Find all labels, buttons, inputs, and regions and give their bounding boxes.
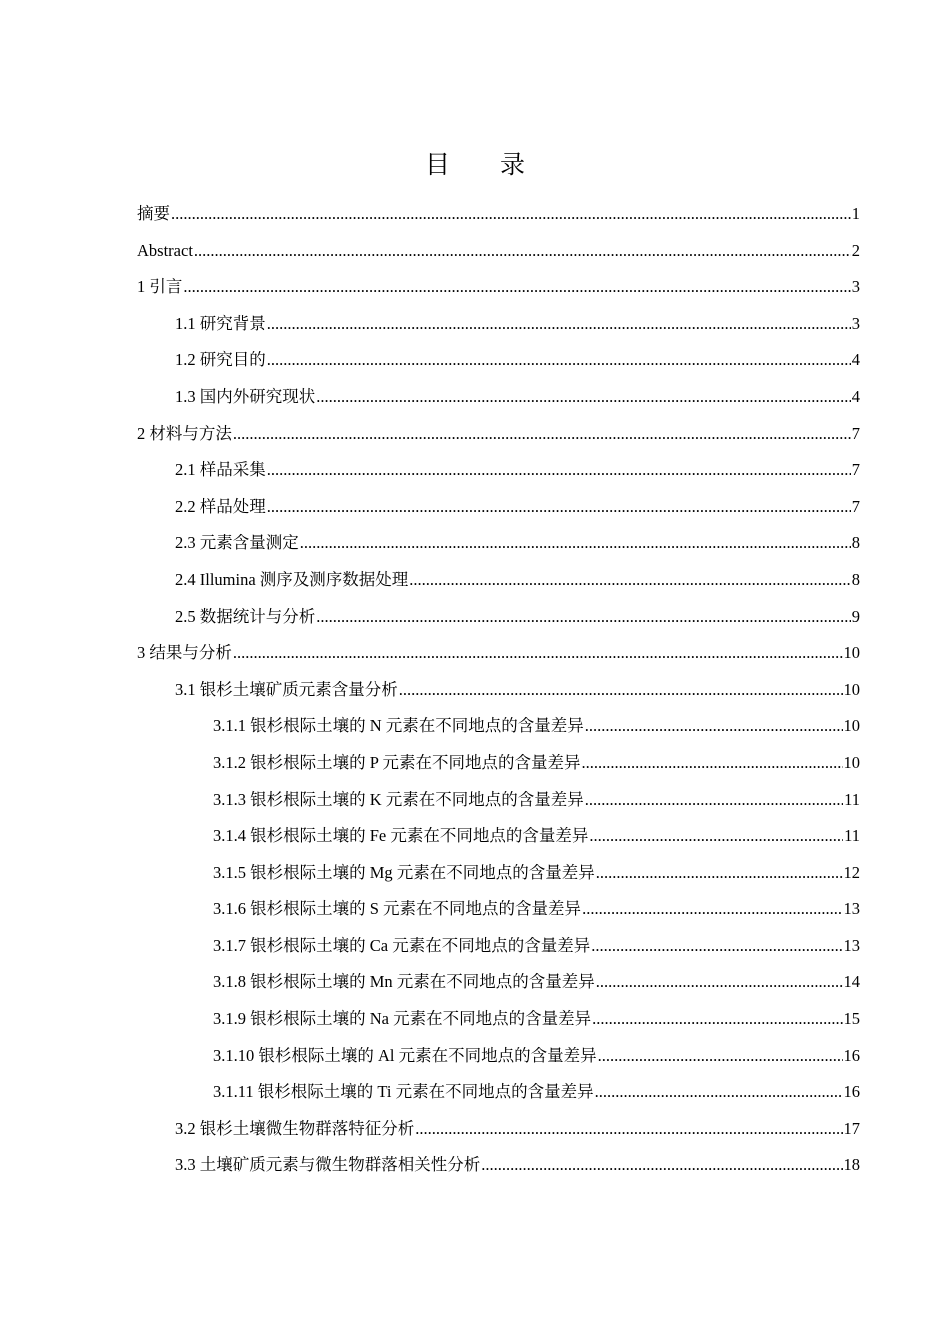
toc-entry[interactable] <box>137 1074 860 1111</box>
toc-entry-label: 2 材料与方法 <box>137 423 232 443</box>
dot-leader <box>183 269 850 306</box>
toc-entry[interactable] <box>137 1001 860 1038</box>
toc-entry-page-number: 18 <box>843 1155 860 1175</box>
toc-entry-page-number: 3 <box>851 313 860 333</box>
toc-entry-page-number: 16 <box>843 1082 860 1102</box>
toc-entry[interactable] <box>137 599 860 636</box>
toc-entry[interactable] <box>137 855 860 892</box>
toc-entry-page-number: 10 <box>843 716 860 736</box>
toc-entry-label: 2.5 数据统计与分析 <box>175 606 316 626</box>
toc-entry-label: 3.1.4 银杉根际土壤的 Fe 元素在不同地点的含量差异 <box>213 826 589 846</box>
dot-leader <box>481 1147 842 1184</box>
toc-entry-label: 3.1.3 银杉根际土壤的 K 元素在不同地点的含量差异 <box>213 789 584 809</box>
toc-entry-label: 3.1.10 银杉根际土壤的 Al 元素在不同地点的含量差异 <box>213 1045 597 1065</box>
toc-entry[interactable] <box>137 342 860 379</box>
dot-leader <box>171 196 851 233</box>
toc-entry-page-number: 10 <box>843 643 860 663</box>
toc-entry[interactable] <box>137 782 860 819</box>
toc-entry[interactable] <box>137 891 860 928</box>
toc-entry[interactable] <box>137 525 860 562</box>
toc-entry-page-number: 8 <box>851 569 860 589</box>
toc-entry-page-number: 11 <box>844 826 860 846</box>
toc-entry[interactable] <box>137 489 860 526</box>
toc-entry[interactable] <box>137 928 860 965</box>
dot-leader <box>595 1074 843 1111</box>
toc-entry-label: 3.1.11 银杉根际土壤的 Ti 元素在不同地点的含量差异 <box>213 1082 594 1102</box>
toc-entry-page-number: 4 <box>851 386 860 406</box>
toc-entry[interactable] <box>137 635 860 672</box>
toc-entry-page-number: 10 <box>843 752 860 772</box>
toc-entry-page-number: 9 <box>851 606 860 626</box>
toc-entry[interactable] <box>137 964 860 1001</box>
dot-leader <box>233 635 843 672</box>
toc-entry-label: 2.1 样品采集 <box>175 460 266 480</box>
toc-entry-label: 3.1.7 银杉根际土壤的 Ca 元素在不同地点的含量差异 <box>213 935 591 955</box>
toc-entry[interactable] <box>137 416 860 453</box>
toc-entry-page-number: 7 <box>851 423 860 443</box>
toc-entry[interactable] <box>137 818 860 855</box>
dot-leader <box>267 452 851 489</box>
toc-entry-page-number: 17 <box>843 1118 860 1138</box>
toc-entry[interactable] <box>137 562 860 599</box>
toc-entry-page-number: 15 <box>843 1009 860 1029</box>
dot-leader <box>591 928 842 965</box>
dot-leader <box>267 342 851 379</box>
dot-leader <box>581 745 842 782</box>
toc-entry-page-number: 10 <box>843 679 860 699</box>
toc-entry-page-number: 3 <box>851 277 860 297</box>
dot-leader <box>585 708 843 745</box>
dot-leader <box>585 782 843 819</box>
toc-entry-label: 3.1 银杉土壤矿质元素含量分析 <box>175 679 398 699</box>
toc-entry[interactable] <box>137 379 860 416</box>
dot-leader <box>316 599 851 636</box>
toc-entry-page-number: 8 <box>851 533 860 553</box>
toc-entry-label: 摘要 <box>137 204 170 223</box>
dot-leader <box>598 1038 843 1075</box>
toc-entry[interactable] <box>137 1147 860 1184</box>
dot-leader <box>316 379 851 416</box>
toc-entry-page-number: 7 <box>851 496 860 516</box>
dot-leader <box>267 306 851 343</box>
toc-entry[interactable] <box>137 233 860 270</box>
toc-entry[interactable] <box>137 306 860 343</box>
toc-entry[interactable] <box>137 196 860 233</box>
dot-leader <box>582 891 842 928</box>
toc-entry-page-number: 12 <box>843 862 860 882</box>
dot-leader <box>596 855 843 892</box>
toc-entry-page-number: 1 <box>851 204 860 223</box>
dot-leader <box>596 964 843 1001</box>
toc-entry[interactable] <box>137 745 860 782</box>
toc-entry-page-number: 13 <box>843 899 860 919</box>
toc-entry-page-number: 14 <box>843 972 860 992</box>
dot-leader <box>589 818 843 855</box>
toc-entry-page-number: 11 <box>844 789 860 809</box>
toc-entry-page-number: 2 <box>851 240 860 260</box>
toc-entry-label: 3 结果与分析 <box>137 643 232 663</box>
dot-leader <box>233 416 851 453</box>
toc-entry-label: 3.3 土壤矿质元素与微生物群落相关性分析 <box>175 1155 481 1175</box>
dot-leader <box>194 233 851 270</box>
toc-entry-label: 3.1.6 银杉根际土壤的 S 元素在不同地点的含量差异 <box>213 899 582 919</box>
toc-entry-label: 3.1.2 银杉根际土壤的 P 元素在不同地点的含量差异 <box>213 752 581 772</box>
toc-entry-label: 3.1.5 银杉根际土壤的 Mg 元素在不同地点的含量差异 <box>213 862 595 882</box>
toc-entry-label: 3.1.1 银杉根际土壤的 N 元素在不同地点的含量差异 <box>213 716 584 736</box>
toc-entry-label: 3.2 银杉土壤微生物群落特征分析 <box>175 1118 415 1138</box>
toc-entry[interactable] <box>137 452 860 489</box>
toc-entry-label: 3.1.8 银杉根际土壤的 Mn 元素在不同地点的含量差异 <box>213 972 595 992</box>
toc-entry[interactable] <box>137 708 860 745</box>
table-of-contents <box>137 196 860 1184</box>
dot-leader <box>415 1111 842 1148</box>
dot-leader <box>267 489 851 526</box>
dot-leader <box>409 562 850 599</box>
toc-entry-label: 2.4 Illumina 测序及测序数据处理 <box>175 569 409 589</box>
toc-entry-page-number: 16 <box>843 1045 860 1065</box>
toc-entry[interactable] <box>137 269 860 306</box>
toc-entry[interactable] <box>137 672 860 709</box>
toc-entry[interactable] <box>137 1111 860 1148</box>
toc-title: 目 录 <box>424 152 525 179</box>
toc-entry-label: 3.1.9 银杉根际土壤的 Na 元素在不同地点的含量差异 <box>213 1009 592 1029</box>
toc-entry-page-number: 7 <box>851 460 860 480</box>
toc-entry-label: 2.2 样品处理 <box>175 496 266 516</box>
toc-entry-label: 2.3 元素含量测定 <box>175 533 299 553</box>
dot-leader <box>399 672 843 709</box>
toc-entry-label: 1.1 研究背景 <box>175 313 266 333</box>
toc-entry-label: 1.3 国内外研究现状 <box>175 386 316 406</box>
toc-entry-label: Abstract <box>137 240 193 260</box>
toc-entry-label: 1 引言 <box>137 277 183 297</box>
toc-entry[interactable] <box>137 1038 860 1075</box>
toc-entry-label: 1.2 研究目的 <box>175 350 266 370</box>
dot-leader <box>592 1001 842 1038</box>
dot-leader <box>300 525 851 562</box>
toc-entry-page-number: 4 <box>851 350 860 370</box>
toc-entry-page-number: 13 <box>843 935 860 955</box>
